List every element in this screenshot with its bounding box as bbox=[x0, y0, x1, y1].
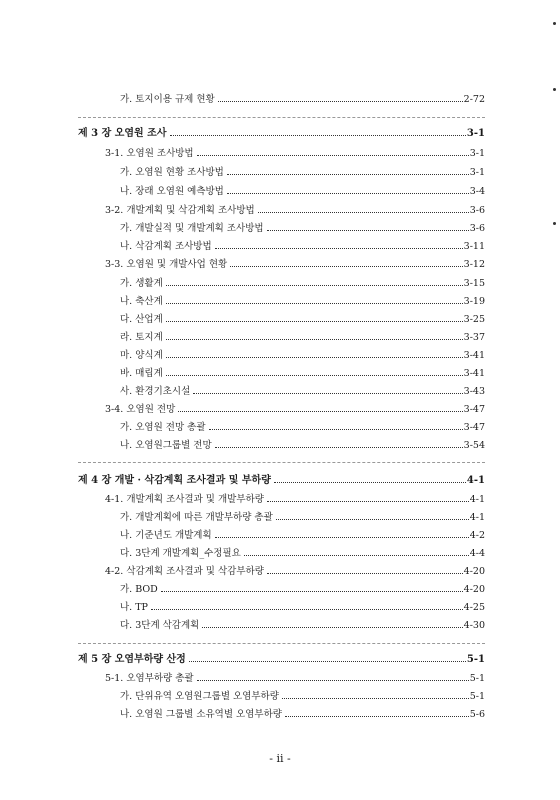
dot-leader bbox=[178, 411, 462, 412]
toc-entry-page: 3-41 bbox=[463, 368, 485, 379]
toc-entry bbox=[105, 403, 485, 417]
dot-leader bbox=[215, 537, 469, 538]
toc-entry bbox=[120, 690, 485, 704]
toc-entry-label: 사. 환경기초시설 bbox=[120, 386, 191, 397]
toc-entry bbox=[105, 204, 485, 218]
toc-entry bbox=[105, 147, 485, 161]
toc-entry bbox=[120, 277, 485, 291]
toc-entry-page: 4-25 bbox=[463, 602, 485, 613]
toc-entry-label: 나. 기준년도 개발계획 bbox=[120, 530, 212, 541]
dot-leader bbox=[166, 357, 463, 358]
toc-entry-label: 3-1. 오염원 조사방법 bbox=[105, 148, 194, 159]
toc-entry bbox=[120, 439, 485, 453]
toc-entry-page: 3-43 bbox=[463, 386, 485, 397]
dot-leader bbox=[258, 212, 469, 213]
toc-entry-page: 3-37 bbox=[463, 332, 485, 343]
dot-leader bbox=[267, 230, 469, 231]
toc-entry-label: 가. BOD bbox=[120, 584, 158, 595]
toc-chapter-page: 4-1 bbox=[466, 475, 485, 486]
dot-leader bbox=[276, 519, 469, 520]
dot-leader bbox=[230, 266, 462, 267]
toc-entry-page: 3-54 bbox=[463, 440, 485, 451]
section-divider bbox=[78, 462, 485, 463]
section-divider bbox=[78, 643, 485, 644]
dot-leader bbox=[227, 193, 469, 194]
toc-chapter-label: 제 5 장 오염부하량 산정 bbox=[78, 654, 186, 665]
toc-entry-page: 4-2 bbox=[469, 530, 485, 541]
toc-entry-page: 3-12 bbox=[463, 259, 485, 270]
dot-leader bbox=[218, 101, 463, 102]
toc-entry-page: 3-6 bbox=[469, 205, 485, 216]
toc-entry-page: 5-1 bbox=[469, 673, 485, 684]
toc-chapter-page: 3-1 bbox=[466, 128, 485, 139]
toc-entry bbox=[120, 708, 485, 722]
toc-entry-label: 다. 3단계 개발계획_수정필요 bbox=[120, 548, 241, 559]
dot-leader bbox=[197, 680, 469, 681]
toc-entry-page: 2-72 bbox=[463, 94, 485, 105]
toc-entry bbox=[120, 185, 485, 199]
toc-entry-page: 4-4 bbox=[469, 548, 485, 559]
toc-entry bbox=[120, 547, 485, 561]
toc-entry bbox=[120, 331, 485, 345]
dot-leader bbox=[215, 447, 463, 448]
dot-leader bbox=[161, 591, 463, 592]
toc-entry-page: 5-6 bbox=[469, 709, 485, 720]
dot-leader bbox=[282, 698, 469, 699]
dot-leader bbox=[227, 174, 469, 175]
section-divider bbox=[78, 117, 485, 118]
toc-entry-label: 라. 토지계 bbox=[120, 332, 163, 343]
toc-entry-label: 4-2. 삭감계획 조사결과 및 삭감부하량 bbox=[105, 566, 264, 577]
toc-entry-page: 3-11 bbox=[463, 241, 485, 252]
toc-entry-page: 4-1 bbox=[469, 512, 485, 523]
dot-leader bbox=[202, 627, 462, 628]
toc-entry bbox=[120, 385, 485, 399]
toc-entry-label: 다. 3단계 삭감계획 bbox=[120, 620, 200, 631]
toc-entry-label: 바. 매립계 bbox=[120, 368, 163, 379]
toc-entry bbox=[105, 493, 485, 507]
toc-entry-page: 3-6 bbox=[469, 223, 485, 234]
toc-entry bbox=[120, 619, 485, 633]
dot-leader bbox=[151, 609, 463, 610]
dot-leader bbox=[197, 155, 469, 156]
toc-entry-label: 3-4. 오염원 전망 bbox=[105, 404, 176, 415]
toc-entry-page: 4-1 bbox=[469, 494, 485, 505]
toc-chapter-heading bbox=[78, 653, 485, 667]
toc-chapter-label: 제 4 장 개발 · 삭감계획 조사결과 및 부하량 bbox=[78, 475, 271, 486]
dot-leader bbox=[166, 375, 463, 376]
dot-leader bbox=[274, 482, 466, 483]
dot-leader bbox=[166, 321, 463, 322]
toc-entry-label: 나. TP bbox=[120, 602, 148, 613]
toc-entry-page: 3-47 bbox=[463, 422, 485, 433]
dot-leader bbox=[285, 716, 469, 717]
toc-entry-page: 3-4 bbox=[469, 186, 485, 197]
toc-entry-page: 4-20 bbox=[463, 566, 485, 577]
toc-entry bbox=[120, 349, 485, 363]
toc-entry-page: 3-25 bbox=[463, 314, 485, 325]
toc-entry bbox=[105, 258, 485, 272]
toc-entry-label: 가. 오염원 전망 총괄 bbox=[120, 422, 206, 433]
dot-leader bbox=[209, 429, 463, 430]
toc-entry-page: 3-1 bbox=[469, 148, 485, 159]
toc-entry-label: 3-2. 개발계획 및 삭감계획 조사방법 bbox=[105, 205, 255, 216]
toc-entry-label: 나. 축산계 bbox=[120, 296, 163, 307]
toc-chapter-heading bbox=[78, 474, 485, 488]
toc-entry bbox=[105, 672, 485, 686]
toc-entry-label: 4-1. 개발계획 조사결과 및 개발부하량 bbox=[105, 494, 264, 505]
dot-leader bbox=[193, 393, 462, 394]
scan-mark bbox=[553, 88, 556, 91]
toc-entry bbox=[120, 367, 485, 381]
toc-entry-label: 가. 토지이용 규제 현황 bbox=[120, 94, 215, 105]
dot-leader bbox=[267, 501, 469, 502]
toc-entry-label: 가. 단위유역 오염원그룹별 오염부하량 bbox=[120, 691, 279, 702]
dot-leader bbox=[244, 555, 469, 556]
toc-entry-label: 나. 삭감계획 조사방법 bbox=[120, 241, 212, 252]
toc-chapter-label: 제 3 장 오염원 조사 bbox=[78, 128, 167, 139]
dot-leader bbox=[166, 303, 463, 304]
dot-leader bbox=[267, 573, 463, 574]
toc-entry bbox=[120, 511, 485, 525]
toc-entry bbox=[105, 565, 485, 579]
toc-entry bbox=[120, 313, 485, 327]
toc-entry-page: 5-1 bbox=[469, 691, 485, 702]
toc-entry bbox=[120, 421, 485, 435]
toc-entry-page: 3-47 bbox=[463, 404, 485, 415]
toc-entry bbox=[120, 240, 485, 254]
toc-entry-page: 3-15 bbox=[463, 278, 485, 289]
scan-mark bbox=[553, 222, 556, 225]
toc-entry-page: 4-30 bbox=[463, 620, 485, 631]
dot-leader bbox=[189, 661, 466, 662]
dot-leader bbox=[170, 135, 466, 136]
dot-leader bbox=[166, 339, 463, 340]
toc-entry bbox=[120, 529, 485, 543]
toc-chapter-page: 5-1 bbox=[466, 654, 485, 665]
toc-entry bbox=[120, 583, 485, 597]
dot-leader bbox=[215, 248, 463, 249]
toc-entry-label: 가. 개발실적 및 개발계획 조사방법 bbox=[120, 223, 264, 234]
toc-entry bbox=[120, 222, 485, 236]
toc-entry-page: 3-41 bbox=[463, 350, 485, 361]
toc-entry bbox=[120, 295, 485, 309]
toc-entry-page: 3-19 bbox=[463, 296, 485, 307]
scan-mark bbox=[553, 22, 556, 25]
toc-entry-label: 가. 오염원 현황 조사방법 bbox=[120, 167, 224, 178]
toc-entry-label: 다. 산업계 bbox=[120, 314, 163, 325]
toc-entry-label: 나. 장래 오염원 예측방법 bbox=[120, 186, 224, 197]
toc-entry-label: 가. 개발계획에 따른 개발부하량 총괄 bbox=[120, 512, 273, 523]
toc-entry-label: 5-1. 오염부하량 총괄 bbox=[105, 673, 194, 684]
toc-entry-label: 마. 양식계 bbox=[120, 350, 163, 361]
toc-entry-label: 나. 오염원그룹별 전망 bbox=[120, 440, 212, 451]
toc-entry-label: 가. 생활계 bbox=[120, 278, 163, 289]
toc-entry-page: 4-20 bbox=[463, 584, 485, 595]
toc-chapter-heading bbox=[78, 127, 485, 141]
dot-leader bbox=[166, 285, 463, 286]
toc-entry bbox=[120, 166, 485, 180]
toc-entry-label: 3-3. 오염원 및 개발사업 현황 bbox=[105, 259, 228, 270]
toc-entry-label: 나. 오염원 그룹별 소유역별 오염부하량 bbox=[120, 709, 282, 720]
toc-entry bbox=[120, 601, 485, 615]
toc-entry bbox=[120, 93, 485, 107]
toc-entry-page: 3-1 bbox=[469, 167, 485, 178]
page-number: - ii - bbox=[269, 752, 291, 765]
